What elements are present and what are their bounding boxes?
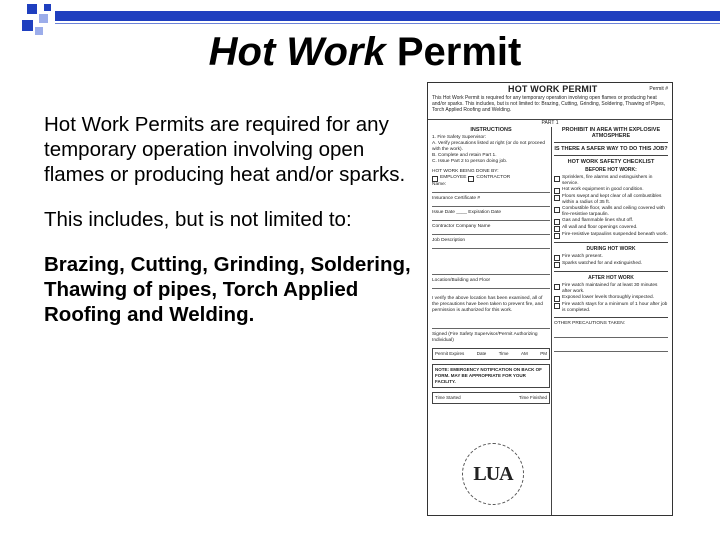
check-item [554,302,668,314]
checkbox [554,226,560,232]
name-line [432,182,550,193]
top-accent-line [55,23,720,24]
title-italic: Hot Work [208,30,386,74]
check-item [554,295,668,302]
worker-type [432,175,550,182]
contractor-checkbox [468,176,474,182]
permit-expires-label: Permit Expires [435,351,465,356]
pm-label: PM [540,351,547,356]
after-header: AFTER HOT WORK [588,275,634,281]
cert-line [432,196,550,207]
company-line [432,224,550,235]
check-item [554,206,668,218]
check-text: All wall and floor openings covered. [562,225,638,230]
paragraph-3: Brazing, Cutting, Grinding, Soldering, Thawing of pipes, Torch Applied Roofing and Welding. [44,253,411,326]
title-rest: Permit [396,30,522,74]
job-label: Job Description [432,238,466,243]
check-text: Sprinklers, fire alarms and extinguishers in service. [562,175,653,186]
checkbox [554,188,560,194]
checkbox [554,219,560,225]
form-intro: This Hot Work Permit is required for any temporary operation involving open flames or producing heat and/or sparks. This includes, but is not limited to: Brazing, Cutting, Grinding, Soldering, Thawing of Pipes, Torch Applied Roofing and Welding. [432,95,665,113]
time-label: Time [498,351,509,356]
check-text: Fire watch present. [562,254,603,259]
permit-expires-row [432,348,550,360]
lua-logo-text: LUA [473,462,513,485]
hot-work-by: HOT WORK BEING DONE BY: [432,169,499,174]
issue-date-label: Issue Date [432,210,455,215]
lua-logo [462,443,524,505]
check-item [554,175,668,187]
checkbox [554,176,560,182]
instr-2: A. Verify precautions listed at right (or do not proceed with the work). [432,141,546,152]
verify-text: I verify the above location has been examined, all of the precautions have been taken to prevent fire, and permission is authorized for this work. [432,296,543,313]
check-item [554,283,668,295]
check-text: Fire-resistive tarpaulins suspended beneath work. [562,232,668,237]
other-line [554,341,668,352]
form-right-column [554,127,668,355]
form-title: HOT WORK PERMIT [508,84,598,94]
permit-form-image [427,82,673,516]
time-finish-label: Time Finished [518,395,547,400]
check-item [554,218,668,225]
checklist-header: HOT WORK SAFETY CHECKLIST [567,159,655,165]
date-label: Date [476,351,487,356]
check-text: Hot work equipment in good condition. [562,187,644,192]
check-item [554,225,668,232]
location-line [432,278,550,289]
check-text: Sparks watched for and extinguished. [562,261,642,266]
checkbox [554,284,560,290]
instructions-header: INSTRUCTIONS [470,127,512,133]
form-left-column [432,127,550,404]
checkbox [554,303,560,309]
decor-square [44,4,51,11]
other-precautions: OTHER PRECAUTIONS TAKEN: [554,321,625,326]
checkbox [554,255,560,261]
check-text: Fire watch maintained for at least 30 minutes after work. [562,283,658,294]
prohibit-header: PROHIBIT IN AREA WITH EXPLOSIVE ATMOSPHERE [561,127,661,139]
supervisor-label: Signed (Fire Safety Supervisor/Permit Authorizing Individual) [432,332,538,343]
slide-title [0,30,720,75]
checkbox [554,207,560,213]
exp-date-label: Expiration Date [468,210,502,215]
cert-label: Insurance Certificate # [432,196,480,201]
name-label: Name: [432,182,447,187]
paragraph-1: Hot Work Permits are required for any temporary operation involving open flames or producing heat and/or sparks. [44,113,406,186]
emergency-note: NOTE: EMERGENCY NOTIFICATION ON BACK OF FORM. MAY BE APPROPRIATE FOR YOUR FACILITY. [432,364,550,388]
contractor-label: CONTRACTOR [476,175,511,180]
check-item [554,187,668,194]
check-item [554,194,668,206]
location-label: Location/Building and Floor [432,278,491,283]
during-header: DURING HOT WORK [586,246,636,252]
signature-line [432,314,550,329]
checkbox [554,233,560,239]
checkbox [554,296,560,302]
other-line [554,327,668,338]
safer-header: IS THERE A SAFER WAY TO DO THIS JOB? [554,146,668,152]
dates-line: Issue Date ____ Expiration Date [432,210,550,221]
check-item [554,254,668,261]
instr-1: 1. Fire Safety Supervisor: [432,135,487,140]
paragraph-2: This includes, but is not limited to: [44,208,352,231]
form-part: PART 1 [428,119,672,126]
form-column-divider [551,127,552,515]
check-text: Floors swept and kept clear of all combustibles within a radius of 35 ft. [562,194,662,205]
check-item [554,261,668,268]
decor-square [39,14,48,23]
company-label: Contractor Company Name [432,224,491,229]
checkbox [554,262,560,268]
check-text: Exposed lower levels thoroughly inspected. [562,295,654,300]
job-line-2 [432,252,550,275]
decor-square [27,4,37,14]
slide-body [44,112,414,347]
instr-3: B. Complete and retain Part 1. [432,153,497,158]
job-line [432,238,550,249]
check-text: Combustible floor, walls and ceiling covered with fire-resistive tarpaulin. [562,206,665,217]
check-text: Fire watch stays for a minimum of 1 hour after job is completed. [562,302,668,313]
checkbox [554,195,560,201]
instr-4: C. Issue Part 2 to person doing job. [432,159,508,164]
before-header: BEFORE HOT WORK: [585,167,637,173]
check-item [554,232,668,239]
form-permit-no: Permit # [649,86,668,92]
am-label: AM [521,351,528,356]
employee-label: EMPLOYEE [440,175,467,180]
top-accent-bar [55,11,720,21]
check-text: Gas and flammable lines shut off. [562,218,634,223]
time-start-label: Time Started [435,395,461,400]
time-row [432,392,550,404]
